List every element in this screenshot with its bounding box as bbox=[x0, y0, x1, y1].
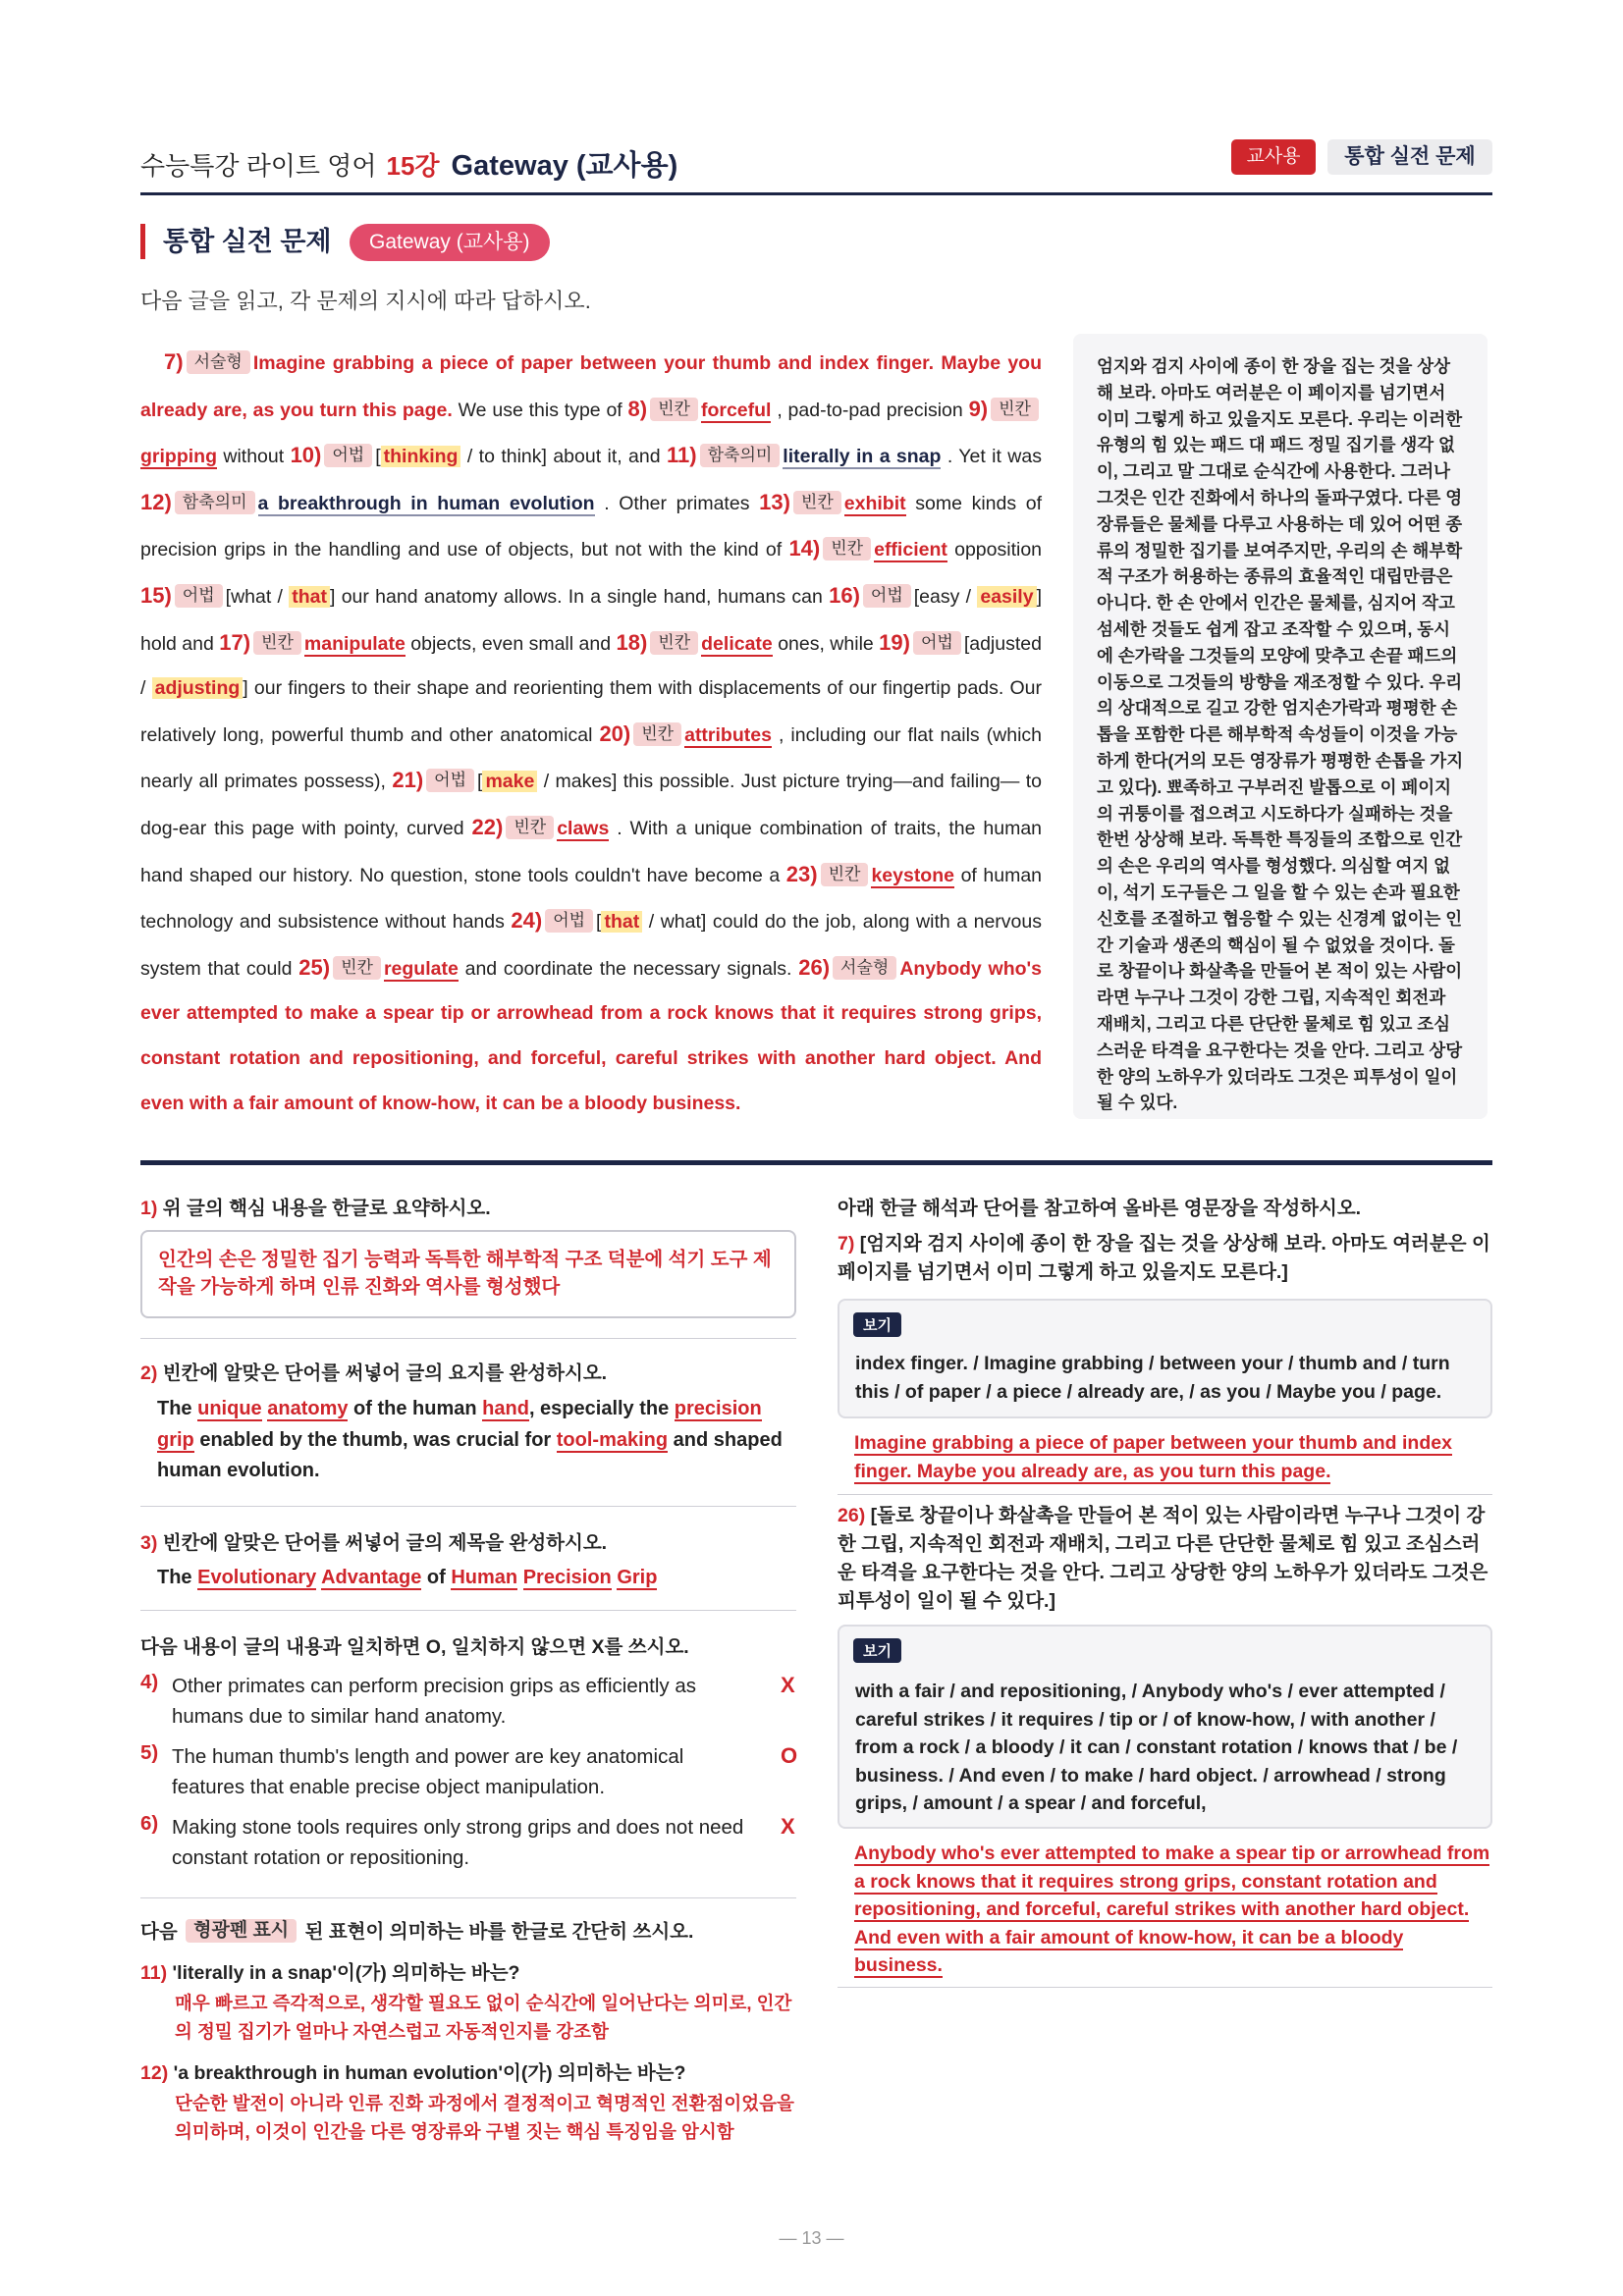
divider bbox=[838, 1987, 1492, 1988]
q26-model-answer: Anybody who's ever attempted to make a spear tip or arrowhead from a rock knows that it requires strong grips, constant rotation and repositioning, and forceful, careful strikes with another hard object. And even with a fair amount of know-how, it can be a bloody business. bbox=[854, 1842, 1490, 1976]
q4-text: Other primates can perform precision grips as efficiently as humans due to similar hand anatomy. bbox=[172, 1675, 696, 1728]
implied-tag: 함축의미 bbox=[700, 444, 781, 467]
divider bbox=[140, 1338, 796, 1339]
passage-text: [what / bbox=[225, 585, 283, 608]
q26-number: 26) bbox=[798, 954, 831, 980]
blank-tag: 빈칸 bbox=[333, 956, 381, 980]
q21-number: 21) bbox=[392, 768, 424, 793]
passage-text: / to think] about it, and bbox=[466, 446, 661, 468]
passage-text: ] our hand anatomy allows. In a single hand, humans can bbox=[330, 585, 823, 608]
q7-number: 7) bbox=[164, 349, 184, 374]
header-rule bbox=[140, 192, 1492, 195]
answer-19: adjusting bbox=[152, 677, 243, 699]
blank-tag: 빈칸 bbox=[991, 398, 1039, 421]
answer-13: exhibit bbox=[843, 492, 906, 514]
passage-text: of human technology and subsistence without hands bbox=[140, 864, 1043, 934]
q7-model-answer: Imagine grabbing a piece of paper between your thumb and index finger. Maybe you already are, as you turn this page. bbox=[854, 1432, 1452, 1482]
q7-prompt: 7) [엄지와 검지 사이에 종이 한 장을 집는 것을 상상해 보라. 아마도 여러분은 이 페이지를 넘기면서 이미 그렇게 하고 있을지도 모른다.] bbox=[838, 1233, 1490, 1283]
teacher-badge: 교사용 bbox=[1231, 139, 1316, 175]
highlight-12: a breakthrough in human evolution bbox=[257, 492, 595, 514]
q7-word-box bbox=[838, 1299, 1492, 1418]
q12-title: 12) 'a breakthrough in human evolution'이(가) 의미하는 바는? bbox=[140, 2062, 686, 2084]
passage-text: . With a unique combination of traits, the human hand shaped our history. No question, stone tools couldn't have become a bbox=[140, 817, 1043, 886]
divider bbox=[140, 1506, 796, 1507]
answer-15: that bbox=[289, 586, 330, 608]
q25-number: 25) bbox=[298, 954, 331, 980]
grammar-tag: 어법 bbox=[426, 769, 474, 792]
book-name: 수능특강 라이트 영어 bbox=[140, 151, 377, 181]
q5-text: The human thumb's length and power are key anatomical features that enable precise object manipulation. bbox=[172, 1745, 684, 1798]
section-pill: Gateway (교사용) bbox=[350, 224, 550, 261]
section-badge: 통합 실전 문제 bbox=[1327, 139, 1492, 175]
answer-21: make bbox=[482, 771, 537, 792]
passage-text: . Other primates bbox=[604, 492, 750, 514]
grammar-tag: 어법 bbox=[863, 584, 911, 608]
passage-text: We use this type of bbox=[458, 399, 622, 421]
implied-tag: 함축의미 bbox=[175, 491, 255, 514]
passage-text: and coordinate the necessary signals. bbox=[464, 957, 792, 980]
q5-number: 5) bbox=[140, 1741, 159, 1764]
q23-number: 23) bbox=[785, 861, 818, 886]
grammar-tag: 어법 bbox=[175, 584, 223, 608]
sentence-26: Anybody who's ever attempted to make a spear tip or arrowhead from a rock knows that it requires strong grips, constant rotation and repositioning, and forceful, careful strikes with another hard object. And even with a fair amount of know-how, it can be a bloody business. bbox=[140, 957, 1043, 1114]
divider bbox=[140, 1897, 796, 1898]
q11-title: 11) 'literally in a snap'이(가) 의미하는 바는? bbox=[140, 1962, 520, 1984]
essay-tag: 서술형 bbox=[833, 956, 896, 980]
q5-mark: O bbox=[781, 1743, 798, 1768]
q12-number: 12) bbox=[140, 489, 172, 514]
compose-title: 아래 한글 해석과 단어를 참고하여 올바른 영문장을 작성하시오. bbox=[838, 1198, 1362, 1219]
q26-prompt: 26) [돌로 창끝이나 화살촉을 만들어 본 적이 있는 사람이라면 누구나 그것이 강한 그립, 지속적인 회전과 재배치, 그리고 다른 단단한 물체로 힘 있고 조심스러운 타격을 요구한다는 것을 안다. 그리고 상당한 양의 노하우가 있더라도 그것은 피투성이 일이 될 수 있다.] bbox=[838, 1505, 1488, 1612]
passage-text: , including our flat nails (which nearly all primates possess), bbox=[140, 723, 1043, 793]
passage-text: [adjusted / bbox=[140, 632, 1042, 700]
sentence-7: Imagine grabbing a piece of paper between your thumb and index finger. Maybe you already are, as you turn this page. bbox=[140, 352, 1042, 421]
passage-text: / makes] this possible. Just picture trying—and failing— to dog-ear this page with pointy, curved bbox=[140, 771, 1043, 839]
blank-tag: 빈칸 bbox=[506, 816, 554, 839]
grammar-tag: 어법 bbox=[913, 631, 961, 655]
q2-title: 2) 빈칸에 알맞은 단어를 써넣어 글의 요지를 완성하시오. bbox=[140, 1362, 608, 1384]
instruction: 다음 글을 읽고, 각 문제의 지시에 따라 답하시오. bbox=[140, 289, 591, 313]
passage-text: [ bbox=[596, 911, 602, 934]
q4-number: 4) bbox=[140, 1671, 159, 1693]
answer-9: gripping bbox=[140, 446, 217, 468]
grammar-tag: 어법 bbox=[545, 909, 593, 933]
blank-tag: 빈칸 bbox=[253, 631, 301, 655]
q1-title: 1) 위 글의 핵심 내용을 한글로 요약하시오. bbox=[140, 1198, 491, 1219]
blank-tag: 빈칸 bbox=[650, 398, 698, 421]
blank-tag: 빈칸 bbox=[823, 537, 871, 561]
korean-translation: 엄지와 검지 사이에 종이 한 장을 집는 것을 상상해 보라. 아마도 여러분은 이 페이지를 넘기면서 이미 그렇게 하고 있을지도 모른다. 우리는 이러한 유형의 힘 있는 패드 대 패드 정밀 집기를 생각 없이, 그리고 말 그대로 순식간에 사용한다. 그러나 그것은 인간 진화에서 하나의 돌파구였다. 다른 영장류들은 물체를 다루고 사용하는 데 있어 어떤 종류의 정밀한 집기를 보여주지만, 우리의 손 해부학적 구조가 허용하는 종류의 효율적인 대립만큼은 아니다. 한 손 안에서 인간은 물체를, 심지어 작고 섬세한 것들도 쉽게 잡고 조작할 수 있으며, 동시에 손가락을 그것들의 모양에 맞추고 손끝 패드의 이동으로 그것들의 방향을 재조정할 수 있다. 우리의 상대적으로 길고 강한 엄지손가락과 평평한 손톱을 포함한 다른 해부학적 속성들이 이것을 가능하게 한다(거의 모든 영장류가 평평한 손톱을 가지고 있다). 뾰족하고 구부러진 발톱으로 이 페이지의 귀퉁이를 접으려고 시도하다가 실패하는 것을 한번 상상해 보라. 독특한 특징들의 조합으로 인간의 손은 우리의 역사를 형성했다. 의심할 여지 없이, 석기 도구들은 그 일을 할 수 있는 손과 필요한 신호를 조절하고 협응할 수 있는 신경계 없이는 인간 기술과 생존의 핵심이 될 수 없었을 것이다. 돌로 창끝이나 화살촉을 만들어 본 적이 있는 사람이라면 누구나 그것이 강한 그립, 지속적인 회전과 재배치, 그리고 다른 단단한 물체로 힘 있고 조심스러운 타격을 요구한다는 것을 안다. 그리고 상당한 양의 노하우가 있더라도 그것은 피투성이 일이 될 수 있다. bbox=[1073, 334, 1488, 1119]
q26-words: with a fair / and repositioning, / Anybody who's / ever attempted / careful strikes / it requires / tip or / of know-how, / with another / from a rock / a bloody / it can / constant rotation / knows that / be / business. / And even / to make / hard object. / arrowhead / strong grips, / amount / a spear / and forceful, bbox=[855, 1681, 1458, 1814]
passage-text: opposition bbox=[954, 539, 1043, 561]
q11-answer: 매우 빠르고 즉각적으로, 생각할 필요도 없이 순식간에 일어난다는 의미로, 인간의 정밀 집기가 얼마나 자연스럽고 자동적인지를 강조함 bbox=[175, 1993, 792, 2042]
q15-number: 15) bbox=[140, 582, 172, 608]
section-title: 통합 실전 문제 bbox=[140, 224, 332, 259]
bogi-label: 보기 bbox=[853, 1312, 901, 1337]
passage-text: , pad-to-pad precision bbox=[777, 399, 963, 421]
answer-18: delicate bbox=[701, 632, 773, 655]
passage-text: objects, even small and bbox=[410, 632, 612, 655]
q16-number: 16) bbox=[829, 582, 860, 608]
q11-number: 11) bbox=[667, 443, 697, 468]
answer-23: keystone bbox=[871, 864, 954, 886]
passage-text: ones, while bbox=[778, 632, 874, 655]
answer-10: thinking bbox=[381, 446, 461, 467]
answer-14: efficient bbox=[874, 539, 947, 561]
answer-17: manipulate bbox=[303, 632, 406, 655]
blank-tag: 빈칸 bbox=[793, 491, 841, 514]
q8-number: 8) bbox=[627, 396, 648, 421]
q4-mark: X bbox=[781, 1673, 795, 1697]
q6-text: Making stone tools requires only strong grips and does not need constant rotation or repositioning. bbox=[172, 1816, 744, 1869]
q22-number: 22) bbox=[471, 814, 504, 839]
q14-number: 14) bbox=[788, 536, 821, 561]
blank-tag: 빈칸 bbox=[821, 863, 869, 886]
highlight-11: literally in a snap bbox=[783, 446, 942, 468]
passage-text: without bbox=[223, 446, 285, 468]
q19-number: 19) bbox=[879, 629, 910, 655]
header-title bbox=[140, 143, 677, 184]
passage-text: some kinds of precision grips in the handling and use of objects, but not with the kind of bbox=[140, 492, 1043, 561]
bogi-label: 보기 bbox=[853, 1638, 901, 1663]
page-title: Gateway (교사용) bbox=[451, 150, 678, 182]
answer-20: attributes bbox=[684, 723, 772, 746]
passage-text: ] hold and bbox=[140, 585, 1042, 655]
q13-number: 13) bbox=[759, 489, 790, 514]
answer-8: forceful bbox=[700, 399, 772, 421]
q24-number: 24) bbox=[511, 908, 543, 934]
passage: 7) 서술형 Imagine grabbing a piece of paper between your thumb and index finger. Maybe you already are, as you turn this page. We use this type of 8) 빈칸 forceful , pad-to-pad precision 9) 빈칸gripping without 10) 어법 [ thinking / to think] about it, and 11) 함축의미 literally in a snap . Yet it was 12) 함축의미 a breakthrough in human evolution . Other primates 13) 빈칸 exhibit some kinds of precision grips in the handling and use of objects, but not with the kind of 14) 빈칸 efficient opposition 15) 어법 [what / that ] our hand anatomy allows. In a single hand, humans can 16) 어법 [easy / easily ] hold and 17) 빈칸 manipulate objects, even small and 18) 빈칸 delicate ones, while 19) 어법 [adjusted / adjusting ] our fingers to their shape and reorienting them with displacements of our fingertip pads. Our relatively long, powerful thumb and other anatomical 20) 빈칸 attributes , including our flat nails (which nearly all primates possess), 21) 어법 [ make / makes] this possible. Just picture trying—and failing— to dog-ear this page with pointy, curved 22) 빈칸 claws . With a unique combination of traits, the human hand shaped our history. No question, stone tools couldn't have become a 23) 빈칸 keystone of human technology and subsistence without hands 24) 어법 [ that / what] could do the job, along with a nervous system that could 25) 빈칸 regulate and coordinate the necessary signals. 26) 서술형 Anybody who's ever attempted to make a spear tip or arrowhead from a rock knows that it requires strong grips, constant rotation and repositioning, and forceful, careful strikes with another hard object. And even with a fair amount of know-how, it can be a bloody business. bbox=[140, 349, 1043, 1114]
q17-number: 17) bbox=[219, 629, 251, 655]
passage-text: ] our fingers to their shape and reorienting them with displacements of our fingertip pads. Our relatively long, powerful thumb and other anatomical bbox=[140, 677, 1042, 746]
meaning-title: 다음 형광펜 표시 된 표현이 의미하는 바를 한글로 간단히 쓰시오. bbox=[140, 1920, 694, 1943]
q7-words: index finger. / Imagine grabbing / between your / thumb and / turn this / of paper / a piece / already are, / as you / Maybe you / page. bbox=[855, 1353, 1450, 1403]
q1-answer-box: 인간의 손은 정밀한 집기 능력과 독특한 해부학적 구조 덕분에 석기 도구 제작을 가능하게 하며 인류 진화와 역사를 형성했다 bbox=[140, 1230, 796, 1318]
q3-answer: The Evolutionary Advantage of Human Precision Grip bbox=[157, 1567, 658, 1588]
answer-25: regulate bbox=[383, 957, 459, 980]
passage-text: . Yet it was bbox=[947, 446, 1042, 468]
q26-word-box bbox=[838, 1625, 1492, 1829]
essay-tag: 서술형 bbox=[187, 350, 250, 374]
grammar-tag: 어법 bbox=[324, 444, 372, 467]
ox-title: 다음 내용이 글의 내용과 일치하면 O, 일치하지 않으면 X를 쓰시오. bbox=[140, 1636, 689, 1658]
section-divider bbox=[140, 1160, 1492, 1165]
q9-number: 9) bbox=[968, 396, 989, 421]
q20-number: 20) bbox=[599, 721, 631, 746]
blank-tag: 빈칸 bbox=[633, 722, 681, 746]
q2-answer: The unique anatomy of the human hand, especially the precision grip enabled by the thumb, was crucial for tool-making and shaped human evolution. bbox=[157, 1398, 783, 1481]
page-number: — 13 — bbox=[779, 2228, 844, 2248]
answer-22: claws bbox=[557, 817, 610, 839]
answer-24: that bbox=[601, 911, 642, 933]
q6-number: 6) bbox=[140, 1812, 159, 1835]
q6-mark: X bbox=[781, 1814, 795, 1839]
passage-text: [ bbox=[477, 771, 483, 793]
lesson-number: 15강 bbox=[386, 151, 440, 181]
passage-text: / what] could do the job, along with a nervous system that could bbox=[140, 911, 1042, 980]
answer-16: easily bbox=[977, 586, 1036, 608]
q10-number: 10) bbox=[290, 443, 322, 468]
q18-number: 18) bbox=[616, 629, 648, 655]
blank-tag: 빈칸 bbox=[650, 631, 698, 655]
divider bbox=[140, 1610, 796, 1611]
divider bbox=[838, 1494, 1492, 1495]
q3-title: 3) 빈칸에 알맞은 단어를 써넣어 글의 제목을 완성하시오. bbox=[140, 1532, 608, 1554]
q12-answer: 단순한 발전이 아니라 인류 진화 과정에서 결정적이고 혁명적인 전환점이었음을 의미하며, 이것이 인간을 다른 영장류와 구별 짓는 핵심 특징임을 암시함 bbox=[175, 2093, 794, 2142]
passage-text: [easy / bbox=[913, 585, 972, 608]
